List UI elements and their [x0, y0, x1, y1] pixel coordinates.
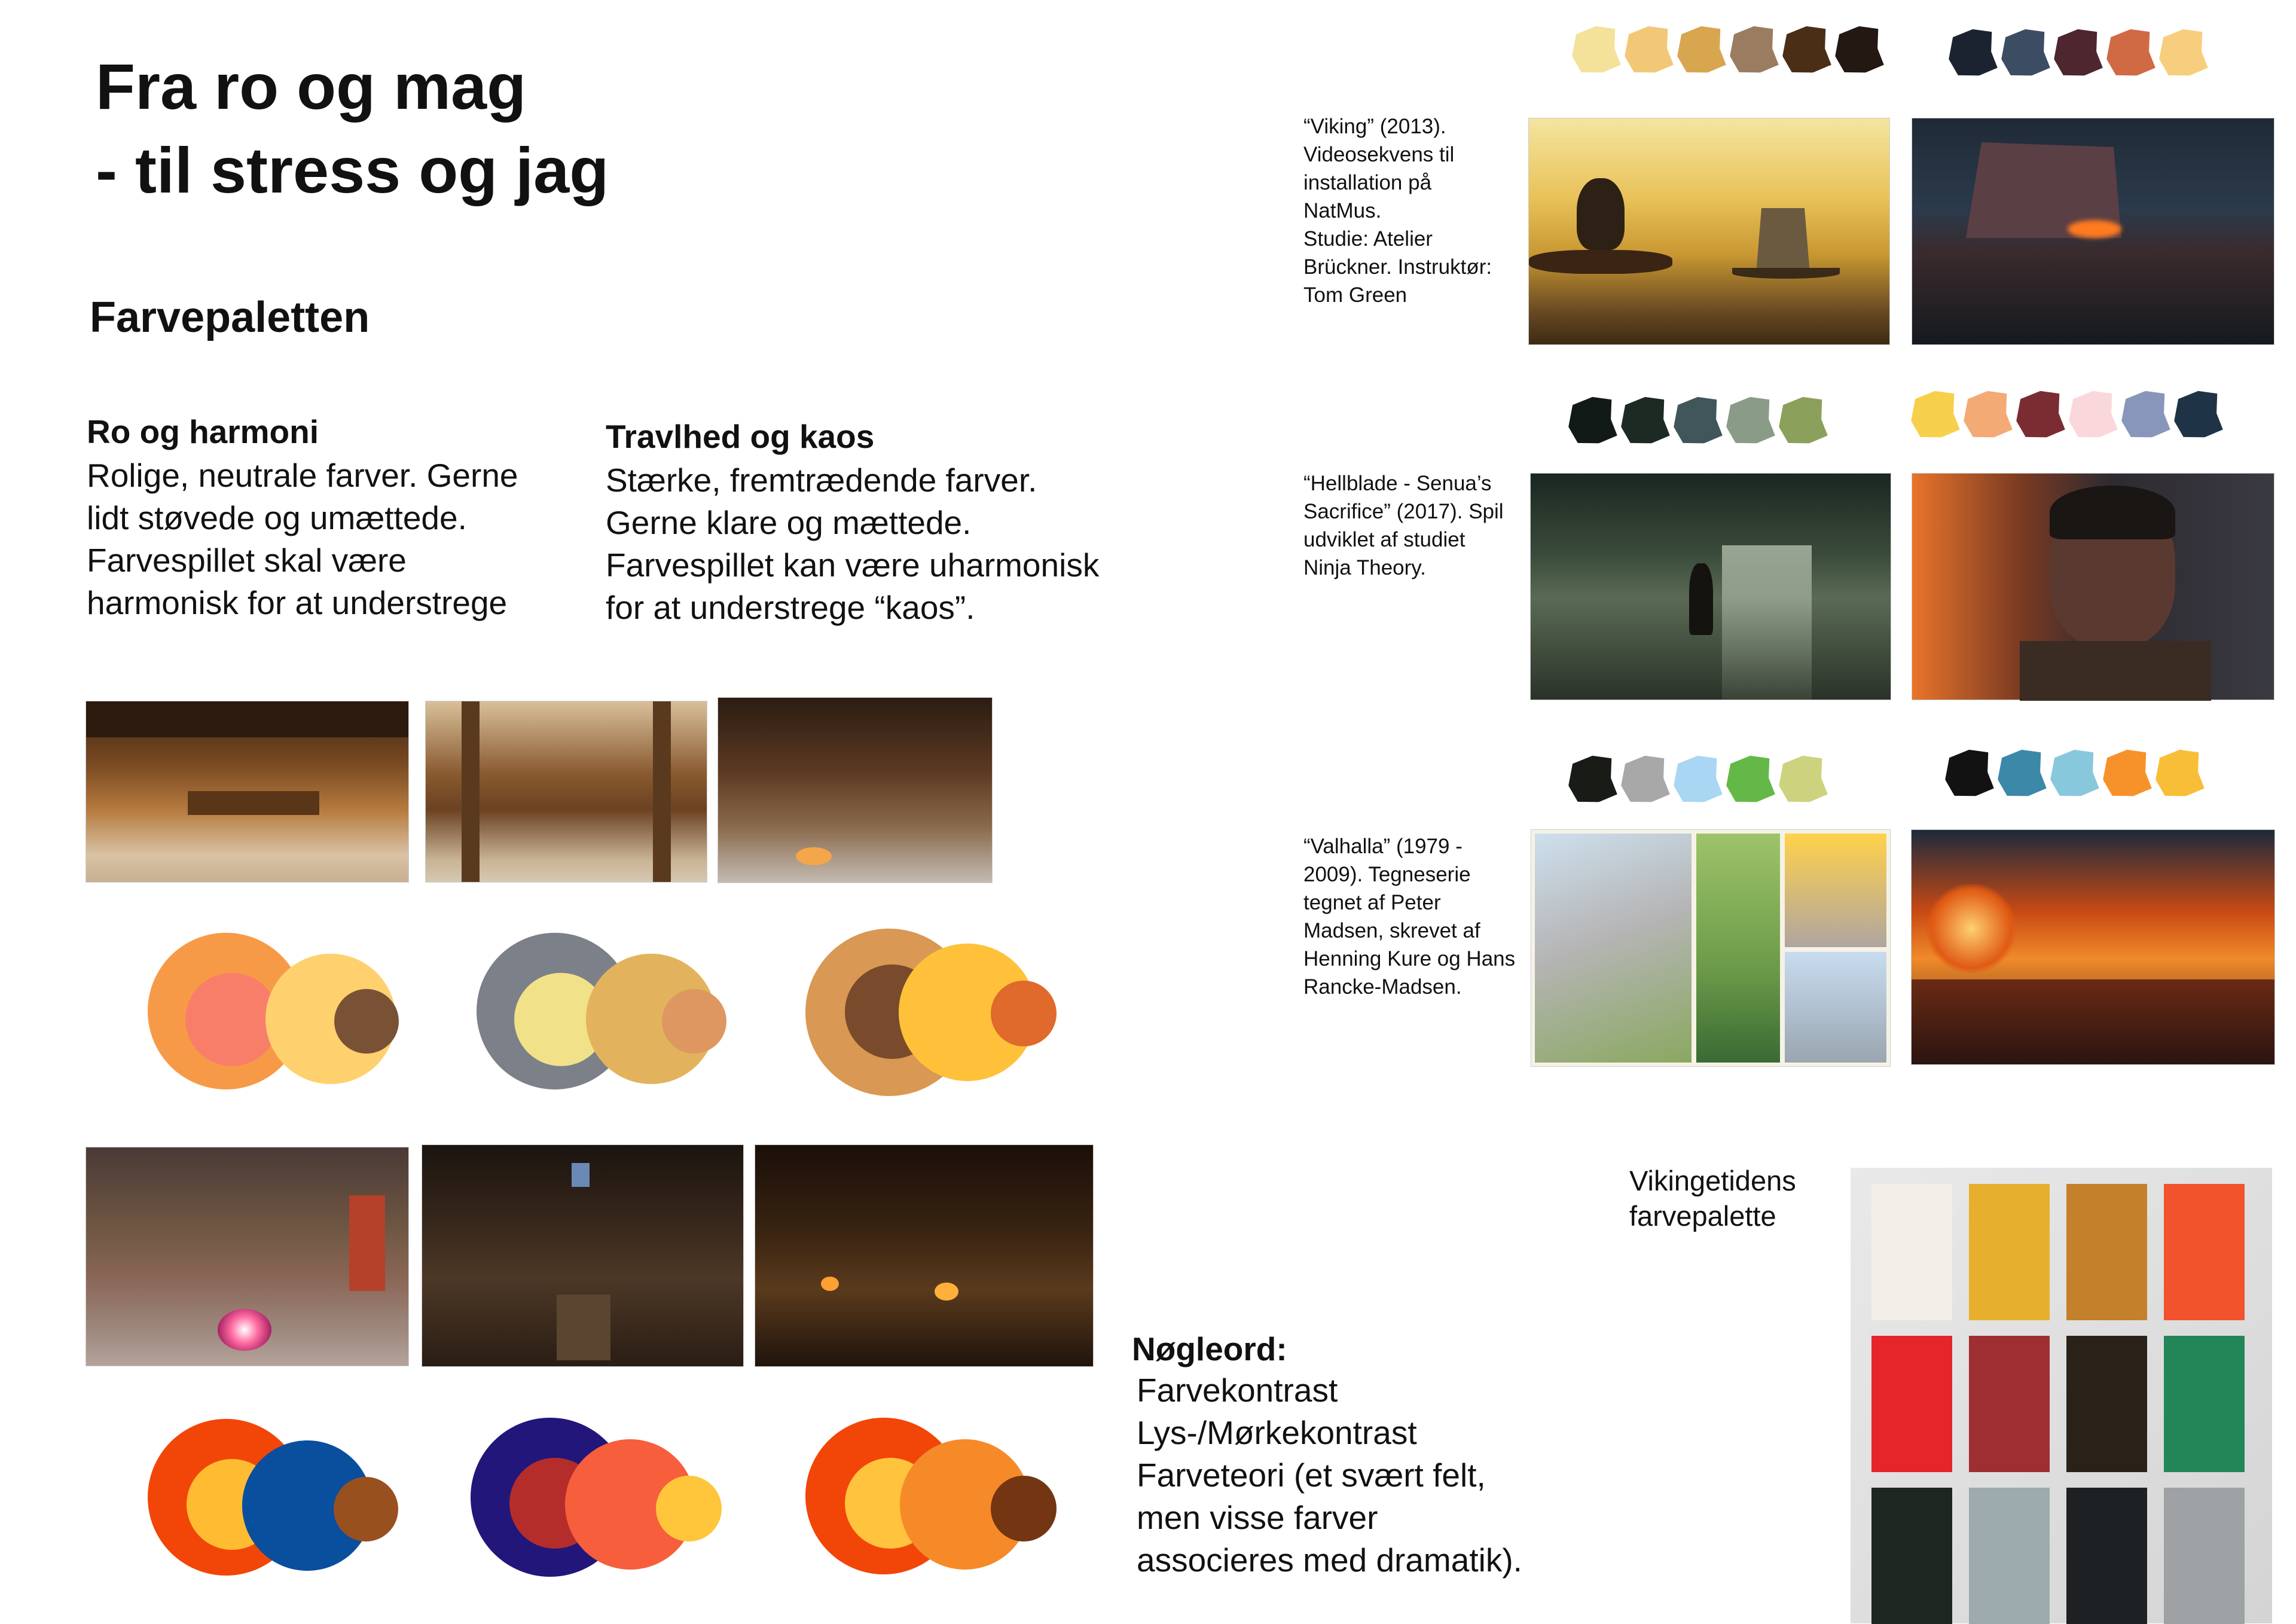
color-swatch — [1944, 26, 2000, 81]
page-title-line-1: Fra ro og mag — [96, 50, 527, 123]
chaos-palette-1 — [146, 1419, 493, 1598]
palette-circle — [185, 973, 279, 1066]
hellblade-caption — [1303, 469, 1504, 582]
caption-line: Tom Green — [1303, 283, 1407, 307]
chaos-column — [606, 417, 1099, 629]
color-swatch — [1672, 23, 1729, 78]
color-swatch — [1721, 752, 1778, 808]
label-line: Vikingetidens — [1629, 1165, 1796, 1196]
longhouse-photo-calm-3 — [718, 697, 993, 883]
color-swatch — [1774, 752, 1830, 808]
valhalla-comic-page-1 — [1531, 829, 1891, 1067]
keywords-heading: Nøgleord: — [1132, 1330, 1287, 1367]
page-title-line-2: - til stress og jag — [96, 134, 609, 206]
caption-line: 2009). Tegneserie — [1303, 863, 1471, 886]
keyword-line: Farvekontrast — [1137, 1372, 1338, 1409]
swatch-row-hellblade-face — [1910, 392, 2233, 451]
valhalla-caption — [1303, 832, 1515, 1001]
viking-color-chip — [2164, 1488, 2245, 1624]
color-swatch — [2049, 26, 2105, 81]
color-swatch — [2102, 26, 2158, 81]
calm-line: harmonisk for at understrege — [87, 584, 508, 621]
caption-line: Videosekvens til — [1303, 143, 1455, 166]
viking-film-still-1 — [1528, 118, 1890, 345]
hellblade-game-still-2 — [1912, 473, 2274, 700]
viking-color-chip — [2164, 1184, 2245, 1320]
color-swatch — [1906, 387, 1962, 443]
keyword-line: Farveteori (et svært felt, — [1137, 1457, 1486, 1494]
viking-color-chip — [1871, 1336, 1952, 1472]
calm-line: lidt støvede og umættede. — [87, 499, 467, 536]
hellblade-game-still-1 — [1530, 473, 1891, 700]
viking-color-chip — [1969, 1336, 2050, 1472]
caption-line: udviklet af studiet — [1303, 528, 1465, 551]
caption-line: tegnet af Peter — [1303, 891, 1441, 914]
palette-circle — [334, 1477, 398, 1541]
color-swatch — [1616, 393, 1672, 449]
keyword-line: associeres med dramatik). — [1137, 1541, 1522, 1579]
viking-color-chip — [1871, 1184, 1952, 1320]
color-swatch — [1778, 23, 1834, 78]
calm-line: Farvespillet skal være — [87, 542, 407, 579]
viking-color-chip — [2164, 1336, 2245, 1472]
color-swatch — [1616, 752, 1672, 808]
viking-color-chip — [1969, 1488, 2050, 1624]
chaos-heading: Travlhed og kaos — [606, 418, 875, 455]
color-swatch — [2169, 387, 2225, 443]
color-swatch — [1940, 746, 1996, 802]
swatch-row-viking-dark — [1948, 30, 2271, 90]
color-swatch — [1564, 393, 1620, 449]
valhalla-comic-page-2 — [1911, 829, 2275, 1065]
chaos-line: Gerne klare og mættede. — [606, 504, 972, 541]
swatch-row-valhalla-2 — [1944, 750, 2267, 810]
caption-line: NatMus. — [1303, 199, 1382, 222]
calm-heading: Ro og harmoni — [87, 413, 319, 450]
color-swatch — [2064, 387, 2120, 443]
color-swatch — [1669, 393, 1725, 449]
viking-film-still-2 — [1912, 118, 2274, 345]
caption-line: Studie: Atelier — [1303, 227, 1433, 251]
color-swatch — [1993, 746, 2049, 802]
palette-circle — [656, 1476, 722, 1541]
chaos-line: Stærke, fremtrædende farver. — [606, 462, 1037, 499]
color-swatch — [1959, 387, 2015, 443]
keywords-block — [1132, 1330, 1522, 1582]
color-swatch — [2151, 746, 2207, 802]
color-swatch — [2011, 387, 2068, 443]
color-swatch — [1564, 752, 1620, 808]
palette-circle — [662, 989, 726, 1054]
color-swatch — [2117, 387, 2173, 443]
chaos-line: Farvespillet kan være uharmonisk — [606, 547, 1100, 584]
color-swatch — [2098, 746, 2154, 802]
caption-line: “Hellblade - Senua’s — [1303, 472, 1492, 495]
color-swatch — [2045, 746, 2102, 802]
color-swatch — [1620, 23, 1676, 78]
calm-palette-1 — [146, 933, 493, 1112]
palette-circle — [991, 1476, 1057, 1541]
longhouse-photo-chaos-1 — [86, 1147, 409, 1366]
color-swatch — [1996, 26, 2053, 81]
longhouse-photo-calm-2 — [425, 701, 707, 883]
calm-column — [87, 413, 518, 624]
viking-color-chip — [1969, 1184, 2050, 1320]
color-swatch — [1669, 752, 1725, 808]
viking-caption — [1303, 112, 1492, 309]
keyword-line: Lys-/Mørkekontrast — [1137, 1414, 1417, 1451]
viking-color-chip — [2066, 1184, 2147, 1320]
calm-line: Rolige, neutrale farver. Gerne — [87, 457, 518, 494]
swatch-row-hellblade-forest — [1568, 398, 1891, 457]
color-swatch — [1830, 23, 1886, 78]
caption-line: Brückner. Instruktør: — [1303, 255, 1492, 279]
chaos-palette-2 — [469, 1418, 816, 1597]
palette-circle — [991, 981, 1057, 1046]
longhouse-photo-calm-1 — [86, 701, 409, 883]
calm-palette-2 — [475, 933, 822, 1112]
color-swatch — [1774, 393, 1830, 449]
viking-color-chip — [2066, 1488, 2147, 1624]
color-swatch — [1567, 23, 1623, 78]
color-swatch — [1725, 23, 1781, 78]
palette-circle — [334, 989, 399, 1054]
viking-color-chip-board — [1851, 1168, 2272, 1623]
viking-color-chip — [2066, 1336, 2147, 1472]
caption-line: Rancke-Madsen. — [1303, 975, 1462, 999]
caption-line: Henning Kure og Hans — [1303, 947, 1516, 970]
caption-line: installation på — [1303, 171, 1432, 194]
calm-palette-3 — [804, 929, 1151, 1108]
longhouse-photo-chaos-2 — [422, 1144, 744, 1367]
section-heading: Farvepaletten — [90, 294, 370, 341]
caption-line: Madsen, skrevet af — [1303, 919, 1480, 942]
label-line: farvepalette — [1629, 1200, 1776, 1232]
caption-line: Ninja Theory. — [1303, 556, 1426, 579]
chaos-line: for at understrege “kaos”. — [606, 589, 975, 626]
color-swatch — [2154, 26, 2210, 81]
chaos-palette-3 — [804, 1418, 1151, 1597]
color-swatch — [1721, 393, 1778, 449]
caption-line: “Viking” (2013). — [1303, 115, 1446, 138]
longhouse-photo-chaos-3 — [755, 1144, 1094, 1367]
swatch-row-valhalla-1 — [1568, 756, 1891, 816]
caption-line: “Valhalla” (1979 - — [1303, 835, 1463, 858]
keyword-line: men visse farver — [1137, 1499, 1378, 1536]
swatch-row-viking-bright — [1571, 27, 1894, 87]
caption-line: Sacrifice” (2017). Spil — [1303, 500, 1504, 523]
viking-palette-label — [1629, 1163, 1796, 1234]
viking-color-chip — [1871, 1488, 1952, 1624]
